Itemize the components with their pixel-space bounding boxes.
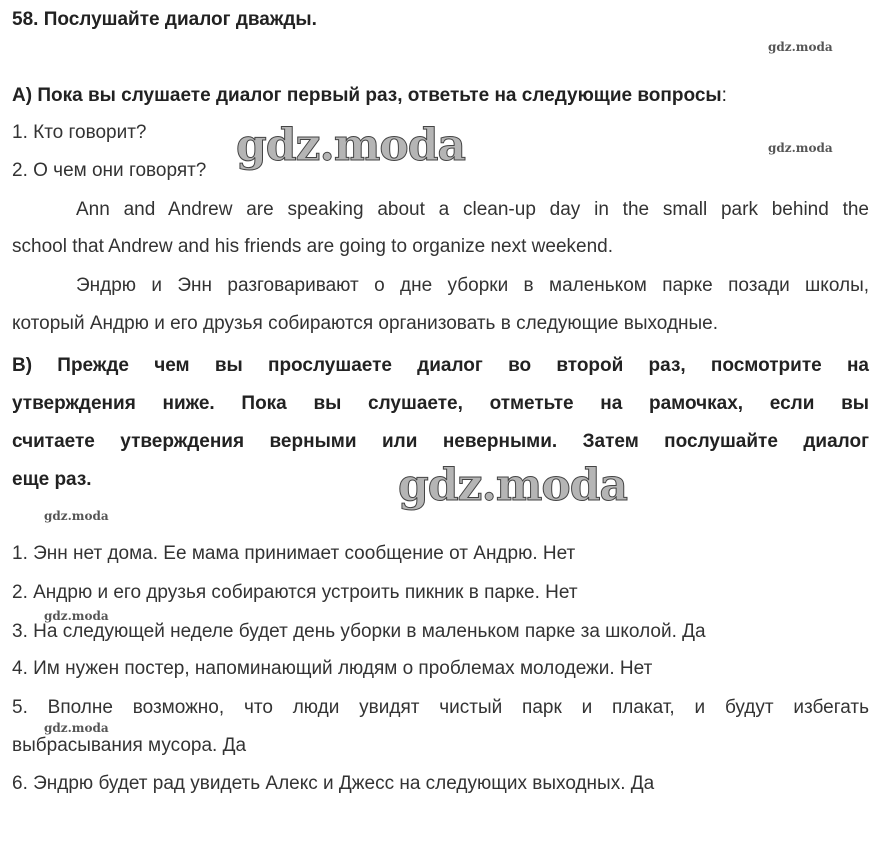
section-a-title: [12, 84, 727, 108]
statement-5-line-2: выбрасывания мусора. Да: [12, 735, 247, 756]
statement-3: 3. На следующей неделе будет день уборки в маленьком парке за школой. Да: [12, 621, 706, 642]
watermark-small-3: gdz.moda: [44, 509, 109, 523]
section-b-title-line-1: В) Прежде чем вы прослушаете диалог во второй раз, посмотрите на: [12, 355, 869, 376]
section-b-title-line-2: утверждения ниже. Пока вы слушаете, отметьте на рамочках, если вы: [12, 393, 869, 414]
section-a-title-colon: :: [721, 85, 727, 106]
watermark-small-5: gdz.moda: [44, 721, 109, 735]
section-a-title-text: А) Пока вы слушаете диалог первый раз, ответьте на следующие вопросы: [12, 85, 722, 106]
watermark-large-2: gdz.moda: [398, 460, 628, 511]
question-2: 2. О чем они говорят?: [12, 160, 207, 181]
watermark-small-2: gdz.moda: [768, 141, 833, 155]
statement-1: 1. Энн нет дома. Ее мама принимает сообщение от Андрю. Нет: [12, 543, 576, 564]
statement-4: 4. Им нужен постер, напоминающий людям о проблемах молодежи. Нет: [12, 658, 653, 679]
watermark-large-1: gdz.moda: [236, 120, 466, 171]
statement-2: 2. Андрю и его друзья собираются устроить пикник в парке. Нет: [12, 582, 578, 603]
section-b-title-line-4: еще раз.: [12, 469, 92, 490]
answer-en-line-2: school that Andrew and his friends are going to organize next weekend.: [12, 236, 613, 257]
watermark-small-4: gdz.moda: [44, 609, 109, 623]
statement-5-line-1: 5. Вполне возможно, что люди увидят чистый парк и плакат, и будут избегать: [12, 697, 869, 718]
answer-ru-line-1: Эндрю и Энн разговаривают о дне уборки в маленьком парке позади школы,: [76, 275, 869, 296]
section-b-title-line-3: считаете утверждения верными или неверными. Затем послушайте диалог: [12, 431, 869, 452]
answer-en-line-1: Ann and Andrew are speaking about a clean-up day in the small park behind the: [76, 199, 869, 220]
answer-ru-line-2: который Андрю и его друзья собираются организовать в следующие выходные.: [12, 313, 719, 334]
watermark-small-1: gdz.moda: [768, 40, 833, 54]
statement-6: 6. Эндрю будет рад увидеть Алекс и Джесс на следующих выходных. Да: [12, 773, 655, 794]
exercise-heading: 58. Послушайте диалог дважды.: [12, 9, 317, 30]
question-1: 1. Кто говорит?: [12, 122, 147, 143]
